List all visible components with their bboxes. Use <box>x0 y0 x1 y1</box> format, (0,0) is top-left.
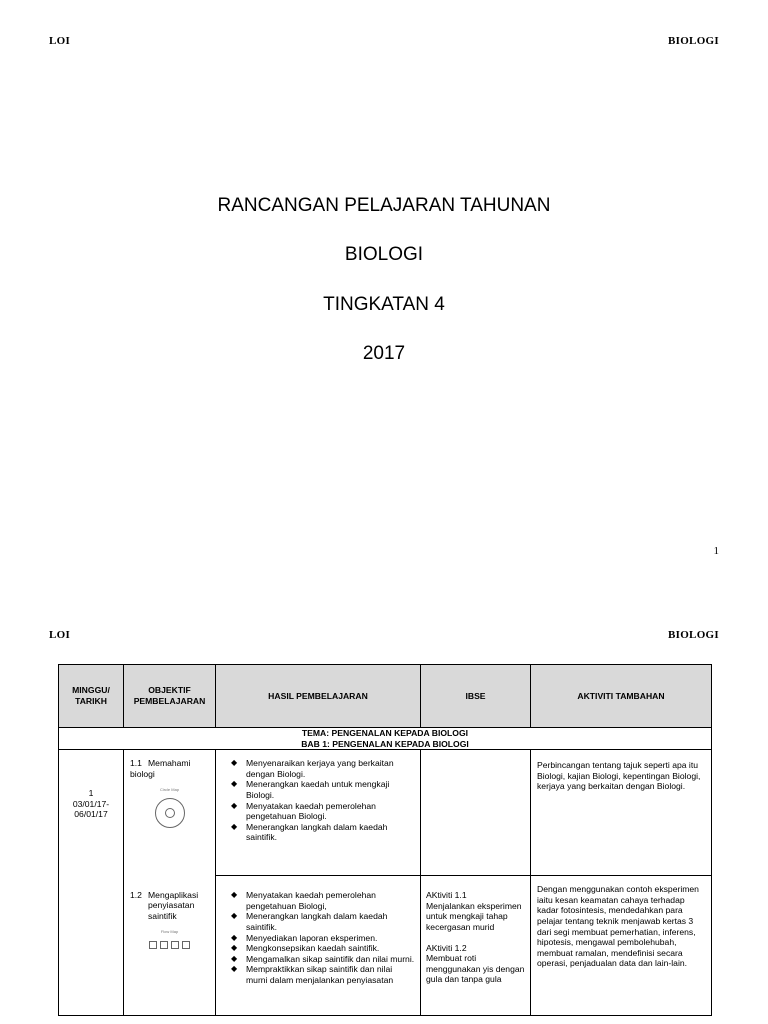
flow-map-label: Flow Map <box>160 929 179 935</box>
page-number: 1 <box>713 545 719 557</box>
list-item: ◆ Menerangkan kaedah untuk mengkaji Biologi. <box>231 779 390 800</box>
tema-title: TEMA: PENGENALAN KEPADA BIOLOGI <box>301 728 469 738</box>
form-title: TINGKATAN 4 <box>323 294 445 315</box>
ibse-cell: AKtiviti 1.1 Menjalankan eksperimen untuk mengkaji tahap kecergasan murid AKtiviti 1.2 Membuat roti menggunakan yis dengan gula dan tanpa gula <box>421 876 531 1016</box>
objektif-cell: 1.1 Memahami biologi Circle Map <box>124 750 216 876</box>
objektif-number: 1.2 <box>130 889 142 900</box>
table-header-row <box>59 665 712 728</box>
header-ibse: IBSE <box>421 665 531 728</box>
aktiviti-cell: Dengan menggunakan contoh eksperimen iaitu kesan keamatan cahaya terhadap kadar fotosintesis, mendedahkan para pelajar tentang teknik menjawab kertas 3 dari segi membuat pemerhatian, inferens, hipotesis, mengawal pembolehubah, membuat ramalan, mendefinisi secara operasi, penjadualan data dan lain-lain. <box>531 876 712 1016</box>
list-item: ◆ Menyatakan kaedah pemerolehan pengetahuan Biologi. <box>231 800 376 822</box>
tema-row <box>59 728 712 750</box>
aktiviti-cell: Perbincangan tentang tajuk seperti apa itu Biologi, kajian Biologi, kepentingan Biologi, kerjaya yang berkaitan dengan Biologi. <box>531 750 712 876</box>
list-item: ◆ Menyediakan laporan eksperimen. <box>231 932 378 943</box>
tema-cell <box>59 728 712 750</box>
flow-map-icon <box>130 941 209 949</box>
header-right-page2: BIOLOGI <box>667 629 719 641</box>
list-item: ◆ Mempraktikkan sikap saintifik dan nilai murni dalam menjalankan penyiasatan <box>231 964 394 985</box>
header-aktiviti: AKTIVITI TAMBAHAN <box>531 665 712 728</box>
header-objektif: OBJEKTIF PEMBELAJARAN <box>124 665 216 728</box>
header-hasil: HASIL PEMBELAJARAN <box>216 665 421 728</box>
table-row <box>59 876 712 1016</box>
objektif-cell: 1.2 Mengaplikasi penyiasatan saintifik Flow Map <box>124 876 216 1016</box>
list-item: ◆ Menerangkan langkah dalam kaedah saintifik. <box>231 911 388 932</box>
subject-title: BIOLOGI <box>344 244 424 265</box>
list-item: ◆ Mengamalkan sikap saintifik dan nilai murni. <box>231 953 415 964</box>
ibse-cell <box>421 750 531 876</box>
lesson-plan-table <box>58 664 712 1016</box>
circle-map-label: Circle Map <box>159 787 180 793</box>
list-item: ◆ Mengkonsepsikan kaedah saintifik. <box>231 943 380 954</box>
objektif-number: 1.1 <box>130 758 142 769</box>
bab-title: BAB 1: PENGENALAN KEPADA BIOLOGI <box>301 738 469 749</box>
header-left-page2: LOI <box>49 629 71 641</box>
list-item: ◆ Menyatakan kaedah pemerolehan pengetahuan Biologi, <box>231 890 376 911</box>
minggu-cell: 1 03/01/17- 06/01/17 <box>59 750 124 1016</box>
list-item: ◆ Menerangkan langkah dalam kaedah saintifik. <box>231 821 388 843</box>
hasil-cell <box>216 750 421 876</box>
year-title: 2017 <box>362 343 406 364</box>
document-title: RANCANGAN PELAJARAN TAHUNAN <box>217 195 551 216</box>
circle-map-icon <box>155 798 185 828</box>
table-row <box>59 750 712 876</box>
list-item: ◆ Menyenaraikan kerjaya yang berkaitan dengan Biologi. <box>231 758 394 779</box>
header-right: BIOLOGI <box>667 35 719 47</box>
hasil-cell <box>216 876 421 1016</box>
header-left: LOI <box>49 35 71 47</box>
header-minggu: MINGGU/ TARIKH <box>59 665 124 728</box>
